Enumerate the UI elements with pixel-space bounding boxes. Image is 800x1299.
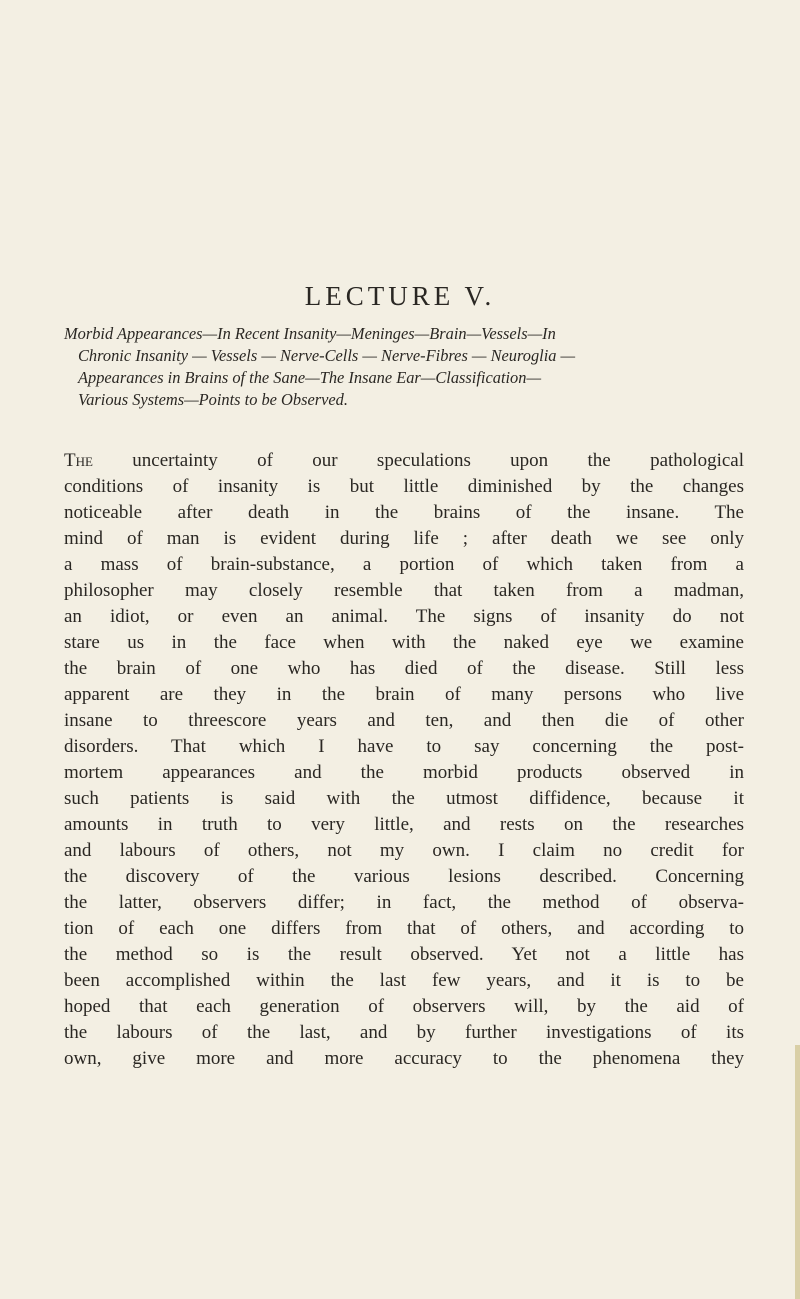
body-line: conditions of insanity is but little diminished by the changes: [64, 476, 744, 497]
body-line: an idiot, or even an animal. The signs of insanity do not: [64, 606, 744, 627]
body-line: mind of man is evident during life ; after death we see only: [64, 528, 744, 549]
body-line: disorders. That which I have to say concerning the post-: [64, 736, 744, 757]
body-line: amounts in truth to very little, and rests on the researches: [64, 814, 744, 835]
body-line: the discovery of the various lesions described. Concerning: [64, 866, 744, 887]
synopsis-line: Chronic Insanity — Vessels — Nerve-Cells — Nerve-Fibres — Neuroglia —: [78, 346, 576, 365]
first-line-text: uncertainty of our speculations upon the pathological: [92, 450, 744, 471]
synopsis-line: Various Systems—Points to be Observed.: [78, 390, 348, 409]
page-edge-stain: [795, 1045, 800, 1299]
body-line: such patients is said with the utmost diffidence, because it: [64, 788, 744, 809]
body-line: noticeable after death in the brains of the insane. The: [64, 502, 744, 523]
body-line: tion of each one differs from that of others, and according to: [64, 918, 744, 939]
chapter-synopsis: [64, 323, 754, 411]
body-line: insane to threescore years and ten, and then die of other: [64, 710, 744, 731]
body-line: [64, 448, 744, 474]
body-line: own, give more and more accuracy to the phenomena they: [64, 1048, 744, 1069]
body-line: the brain of one who has died of the disease. Still less: [64, 658, 744, 679]
body-line: and labours of others, not my own. I claim no credit for: [64, 840, 744, 861]
body-line: the method so is the result observed. Yet not a little has: [64, 944, 744, 965]
lecture-title: LECTURE V.: [304, 281, 496, 311]
body-line: apparent are they in the brain of many persons who live: [64, 684, 744, 705]
synopsis-line: Morbid Appearances—In Recent Insanity—Meninges—Brain—Vessels—In: [64, 324, 556, 343]
opening-word: The: [64, 450, 93, 471]
body-line: the latter, observers differ; in fact, the method of observa-: [64, 892, 744, 913]
body-line: philosopher may closely resemble that taken from a madman,: [64, 580, 744, 601]
body-line: the labours of the last, and by further investigations of its: [64, 1022, 744, 1043]
body-line: hoped that each generation of observers will, by the aid of: [64, 996, 744, 1017]
body-line: been accomplished within the last few years, and it is to be: [64, 970, 744, 991]
synopsis-line: Appearances in Brains of the Sane—The Insane Ear—Classification—: [78, 368, 542, 387]
body-line: a mass of brain-substance, a portion of which taken from a: [64, 554, 744, 575]
body-line: mortem appearances and the morbid products observed in: [64, 762, 744, 783]
body-paragraph: [64, 448, 744, 1072]
body-line: stare us in the face when with the naked eye we examine: [64, 632, 744, 653]
